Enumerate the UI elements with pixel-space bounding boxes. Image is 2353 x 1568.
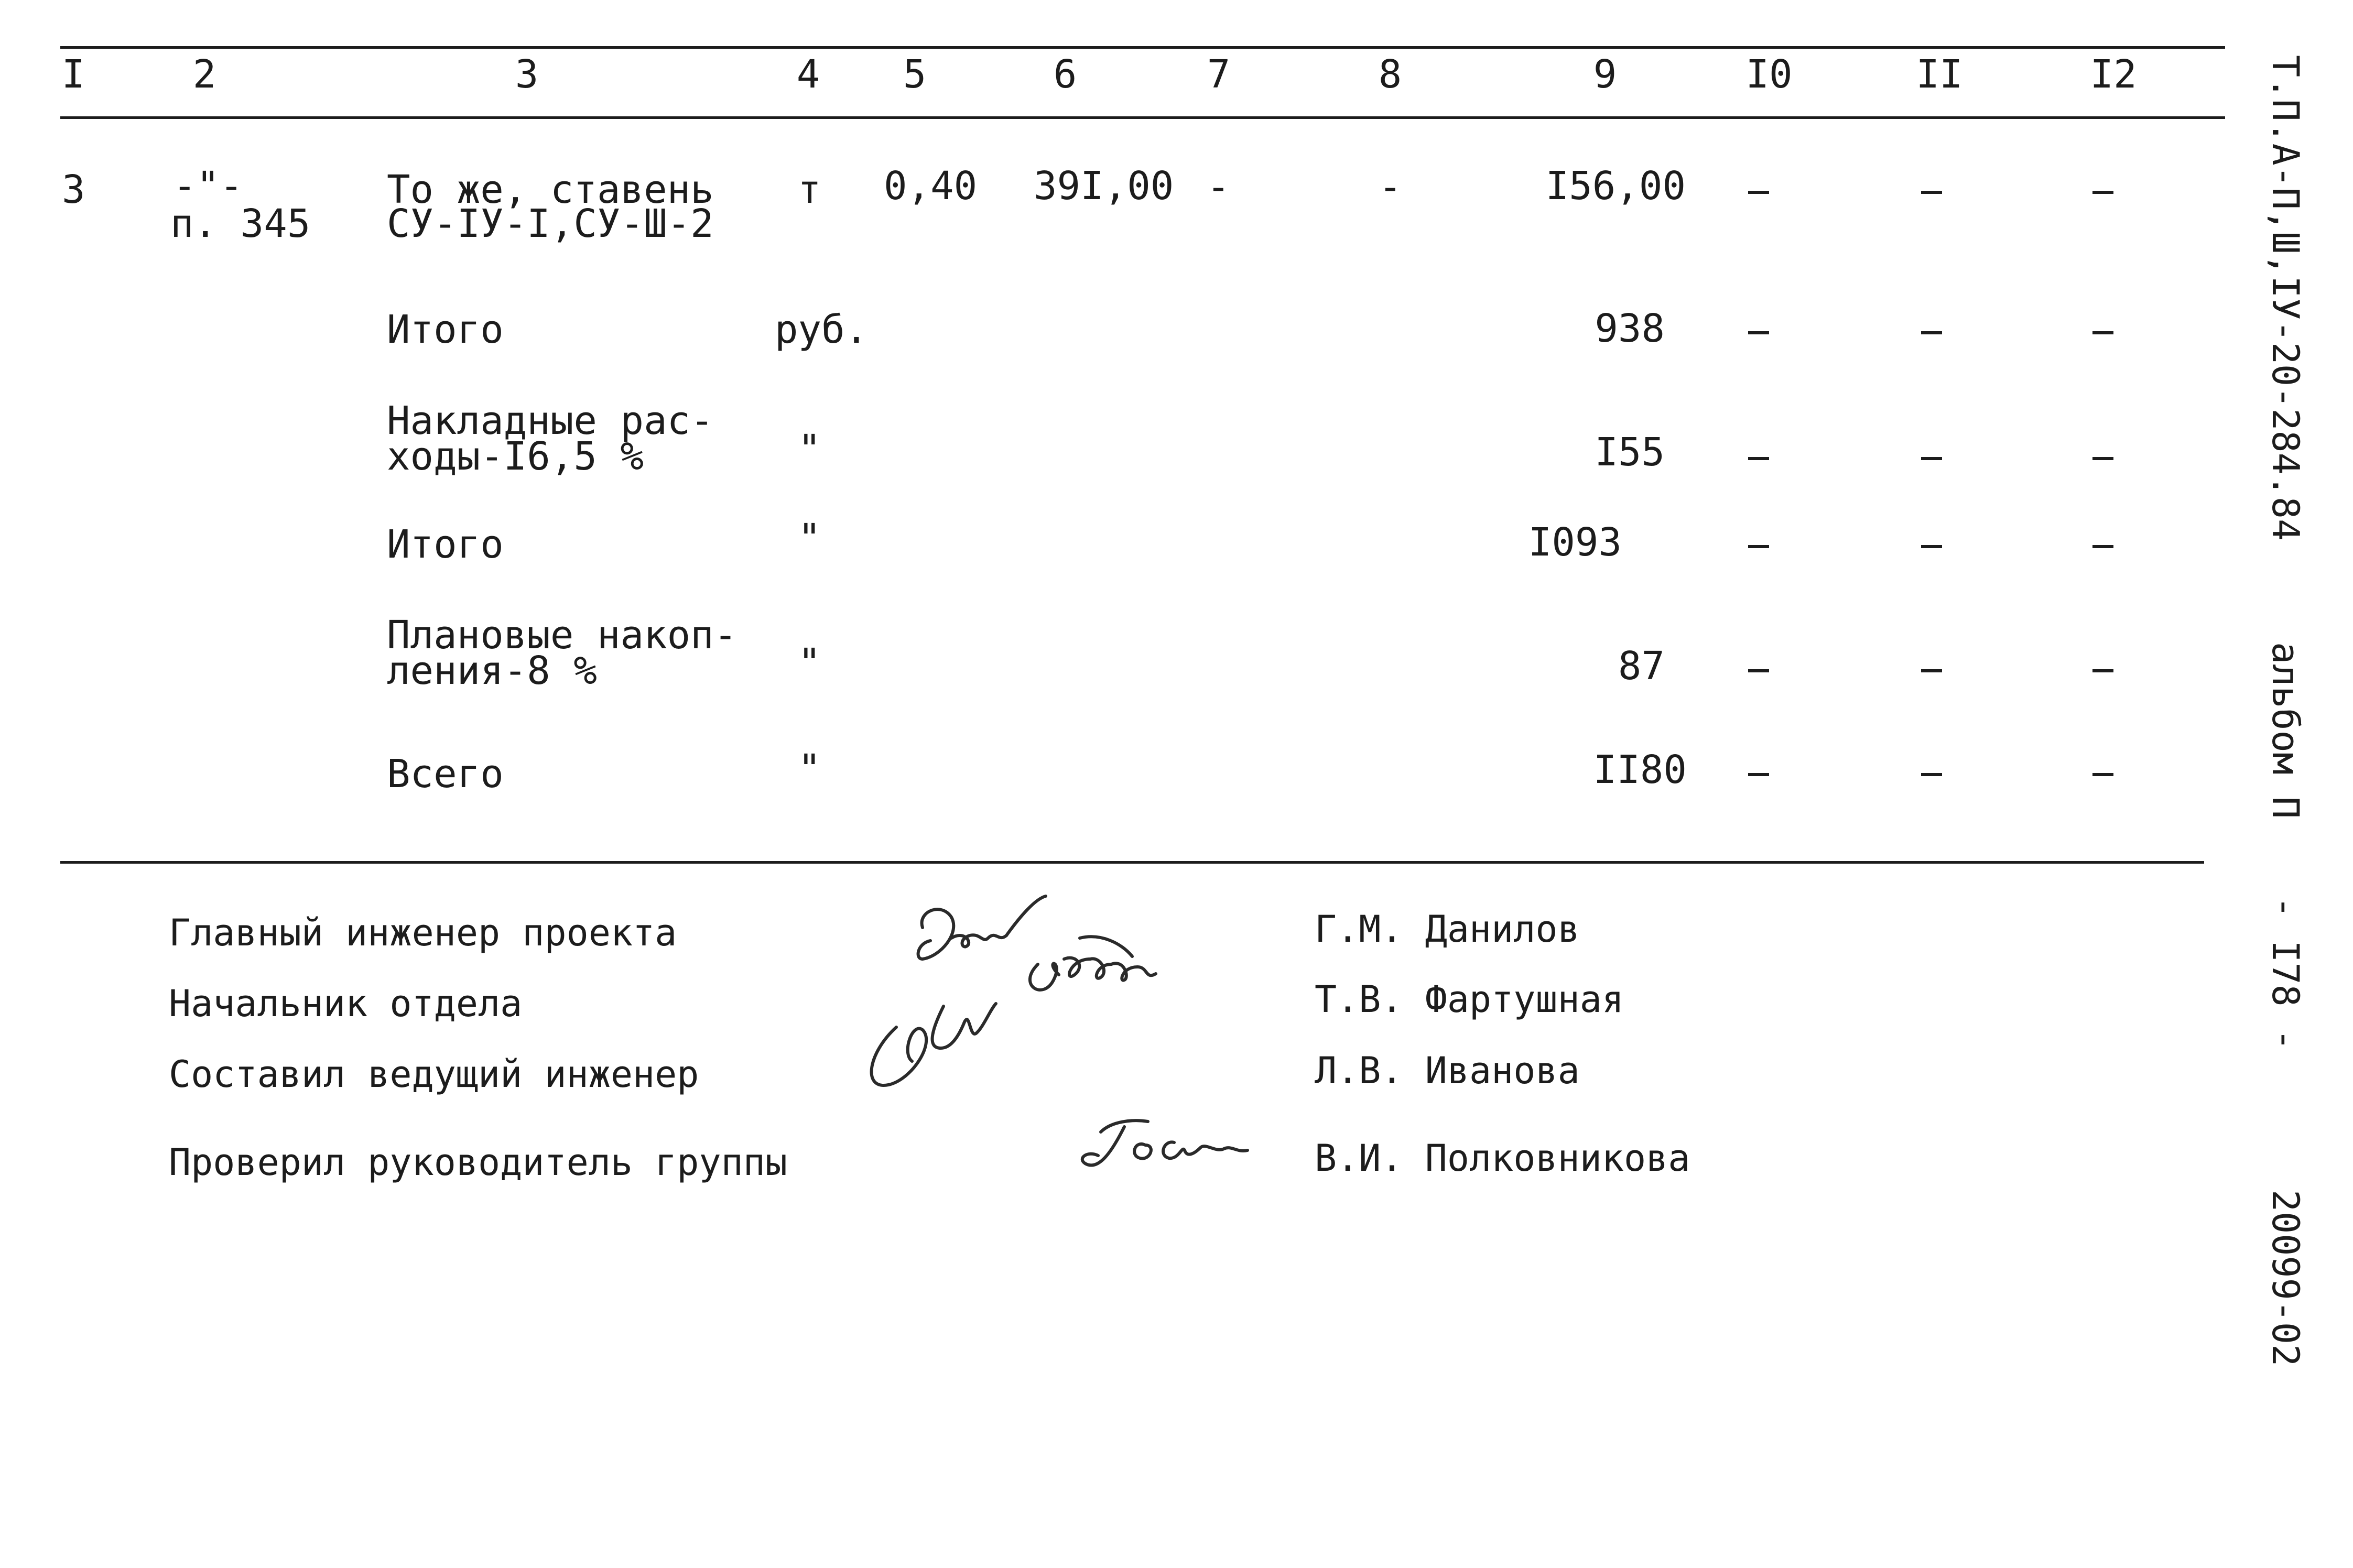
signature-name-chief-engineer: Г.М. Данилов (1315, 908, 1580, 951)
summary-unit-subtotal2: " (798, 516, 821, 561)
summary-value-overhead: I55 (1595, 430, 1665, 475)
item-name-line2: СУ-IУ-I,СУ-Ш-2 (387, 201, 714, 246)
header-top-rule (60, 46, 2225, 49)
dash-row2-col12 (2092, 331, 2113, 334)
summary-name-subtotal: Итого (387, 307, 504, 352)
summary-name-overhead-line2: ходы-I6,5 % (387, 434, 644, 479)
col-header-4: 4 (796, 52, 820, 97)
signature-role-group-leader: Проверил руководитель группы (169, 1141, 788, 1184)
header-bottom-rule (60, 116, 2225, 119)
dash-row1-col11 (1921, 191, 1942, 194)
item-price: 39I,00 (1034, 164, 1174, 209)
summary-value-grand-total: II80 (1593, 747, 1687, 792)
summary-name-profit-line2: ления-8 % (387, 648, 597, 693)
summary-unit-profit: " (798, 640, 821, 685)
dash-row1-col10 (1748, 191, 1769, 194)
summary-name-grand-total: Всего (387, 752, 504, 797)
summary-value-subtotal2: I093 (1528, 520, 1622, 565)
summary-unit-overhead: " (798, 427, 821, 472)
dash-row4-col12 (2092, 545, 2113, 548)
side-stamp-inventory: 20099-02 (2264, 1190, 2307, 1367)
dash-row2-col10 (1748, 331, 1769, 334)
item-ref-line1: -"- (173, 164, 243, 209)
summary-name-subtotal2: Итого (387, 522, 504, 567)
dash-row3-col11 (1921, 457, 1942, 460)
dash-row3-col10 (1748, 457, 1769, 460)
signature-role-chief-engineer: Главный инженер проекта (169, 911, 677, 954)
summary-name-overhead-line1: Накладные рас- (387, 398, 714, 443)
col-header-12: I2 (2090, 52, 2137, 97)
dash-row2-col11 (1921, 331, 1942, 334)
col-header-1: I (61, 52, 85, 97)
item-name-line1: То же, ставень (387, 167, 714, 212)
col-header-5: 5 (903, 52, 927, 97)
dash-row5-col12 (2092, 669, 2113, 672)
item-unit: т (798, 167, 821, 212)
col-header-11: II (1916, 52, 1963, 97)
dash-row6-col12 (2092, 773, 2113, 776)
signature-name-department-head: Т.В. Фартушная (1315, 978, 1624, 1021)
side-stamp-page: - I78 - (2264, 896, 2307, 1051)
handwritten-signatures (839, 880, 1300, 1205)
item-total: I56,00 (1545, 164, 1686, 209)
col-header-8: 8 (1378, 52, 1402, 97)
item-number: 3 (62, 167, 85, 212)
dash-row6-col10 (1748, 773, 1769, 776)
summary-unit-subtotal: руб. (775, 307, 869, 352)
dash-row3-col12 (2092, 457, 2113, 460)
col-header-6: 6 (1053, 52, 1077, 97)
col-header-7: 7 (1207, 52, 1231, 97)
item-quantity: 0,40 (884, 164, 978, 209)
col-header-10: I0 (1745, 52, 1793, 97)
dash-row5-col11 (1921, 669, 1942, 672)
table-bottom-rule (60, 861, 2204, 864)
summary-name-profit-line1: Плановые накоп- (387, 613, 738, 658)
dash-row4-col10 (1748, 545, 1769, 548)
item-ref-line2: п. 345 (170, 201, 311, 246)
col-header-2: 2 (192, 52, 216, 97)
signature-name-group-leader: В.И. Полковникова (1315, 1137, 1690, 1180)
signature-role-lead-engineer: Составил ведущий инженер (169, 1053, 699, 1096)
summary-value-profit: 87 (1618, 644, 1665, 689)
col-header-3: 3 (515, 52, 539, 97)
item-col8: - (1379, 165, 1402, 210)
signature-role-department-head: Начальник отдела (169, 982, 523, 1025)
summary-value-subtotal: 938 (1595, 306, 1665, 351)
signature-name-lead-engineer: Л.В. Иванова (1315, 1049, 1580, 1092)
side-stamp-code: Т.П.А-П,Ш,IУ-20-284.84 (2264, 55, 2307, 541)
side-stamp-album: альбом П (2264, 642, 2307, 819)
dash-row4-col11 (1921, 545, 1942, 548)
summary-unit-grand-total: " (798, 746, 821, 791)
dash-row6-col11 (1921, 773, 1942, 776)
dash-row1-col12 (2092, 191, 2113, 194)
col-header-9: 9 (1593, 52, 1617, 97)
dash-row5-col10 (1748, 669, 1769, 672)
item-col7: - (1207, 165, 1230, 210)
